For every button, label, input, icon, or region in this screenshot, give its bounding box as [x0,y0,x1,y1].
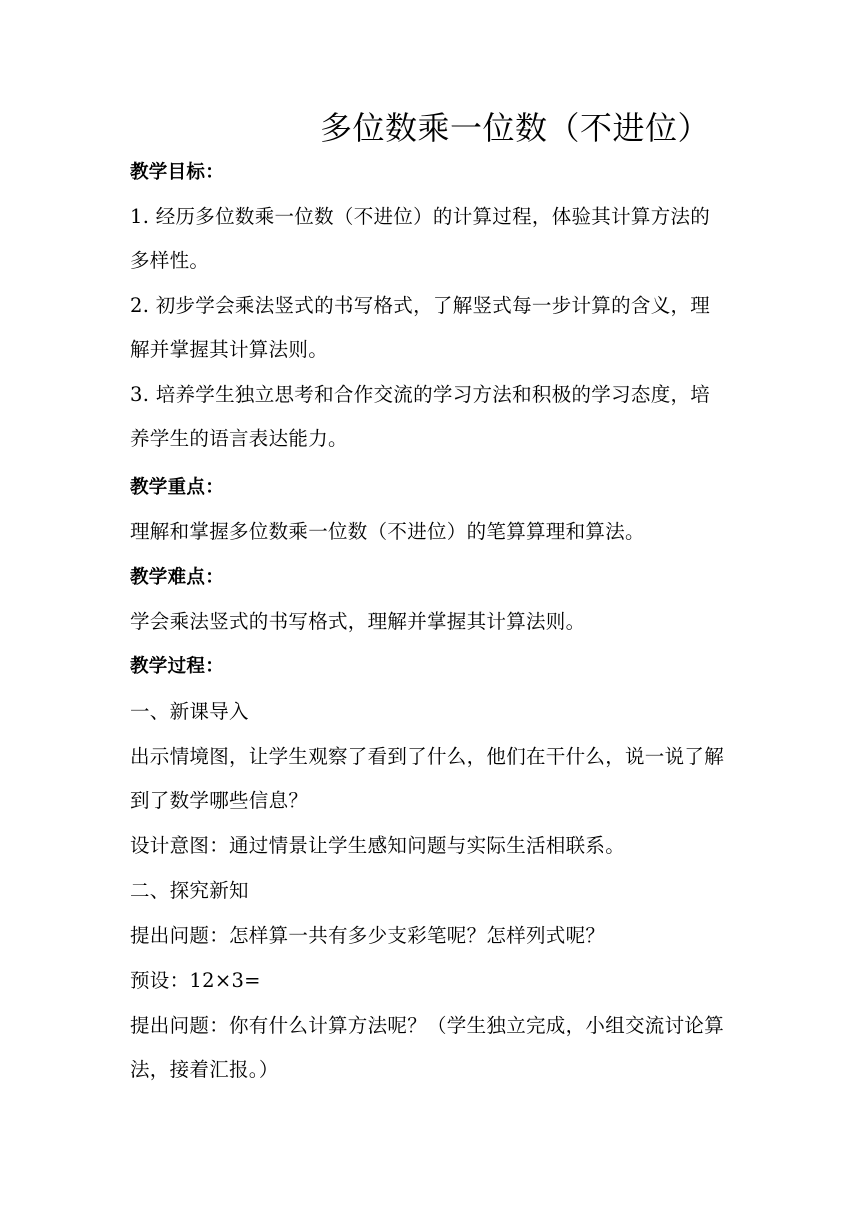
section-1-line-1: 出示情境图，让学生观察了看到了什么，他们在干什么，说一说了解 [130,745,725,768]
question-1: 提出问题：怎样算一共有多少支彩笔呢？怎样列式呢？ [130,924,606,947]
document-title: 多位数乘一位数（不进位） [320,109,711,147]
question-2-line-2: 法，接着汇报。） [130,1058,279,1081]
goal-3-line-2: 养学生的语言表达能力。 [130,427,348,450]
difficulty-text: 学会乘法竖式的书写格式，理解并掌握其计算法则。 [130,610,586,633]
goals-heading: 教学目标： [130,162,225,183]
section-1-title: 一、新课导入 [130,700,249,723]
key-points-heading: 教学重点： [130,477,225,498]
goal-3-line-1: 3. 培养学生独立思考和合作交流的学习方法和积极的学习态度，培 [130,383,711,406]
process-heading: 教学过程： [130,656,225,677]
goal-2-line-2: 解并掌握其计算法则。 [130,338,329,361]
goal-2-line-1: 2. 初步学会乘法竖式的书写格式，了解竖式每一步计算的含义，理 [130,294,711,317]
section-1-intent: 设计意图：通过情景让学生感知问题与实际生活相联系。 [130,834,626,857]
difficulty-heading: 教学难点： [130,567,225,588]
section-1-line-2: 到了数学哪些信息？ [130,789,309,812]
goal-1-line-2: 多样性。 [130,249,210,272]
key-points-text: 理解和掌握多位数乘一位数（不进位）的笔算算理和算法。 [130,520,645,543]
preset-expression: 预设：12×3= [130,969,261,992]
section-2-title: 二、探究新知 [130,879,249,902]
goal-1-line-1: 1. 经历多位数乘一位数（不进位）的计算过程，体验其计算方法的 [130,205,711,228]
question-2-line-1: 提出问题：你有什么计算方法呢？（学生独立完成，小组交流讨论算 [130,1014,725,1037]
